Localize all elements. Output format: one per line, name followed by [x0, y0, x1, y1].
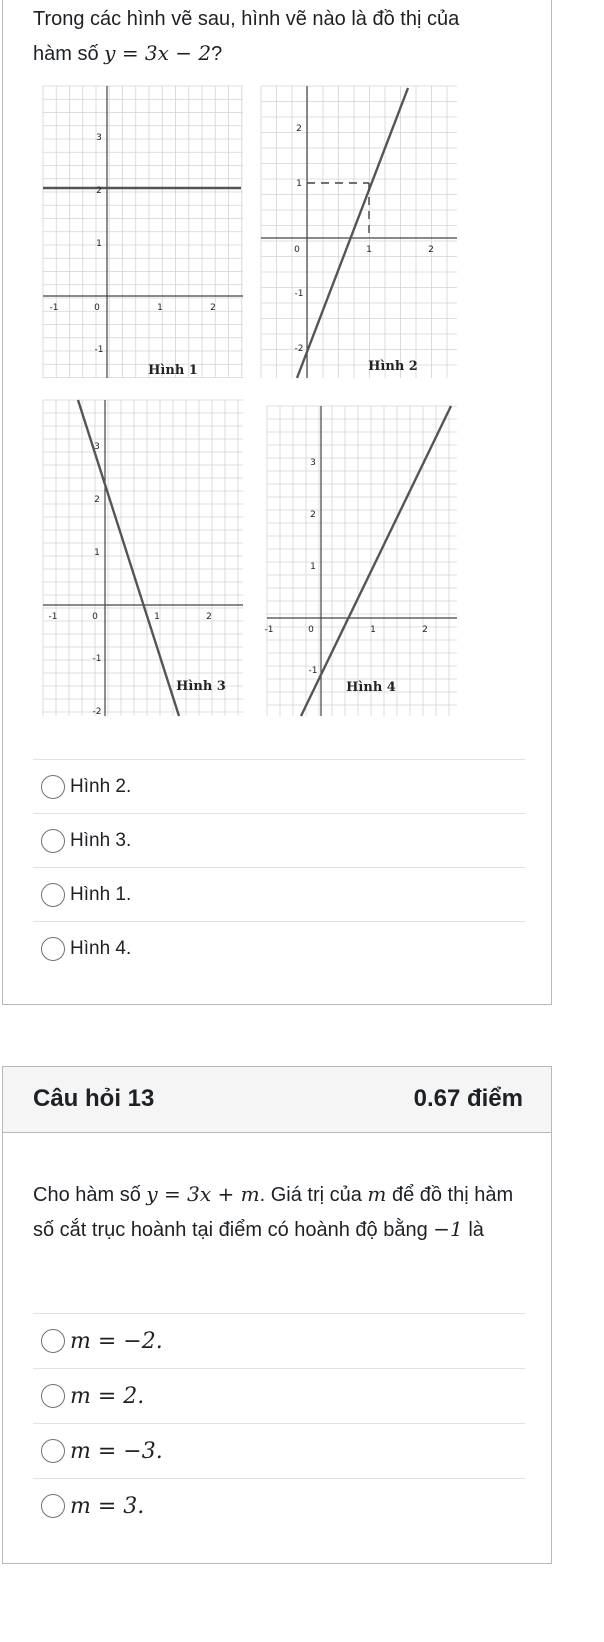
y-tick-label: -2 — [92, 707, 102, 717]
y-tick-label: -1 — [92, 654, 102, 664]
question-points: 0.67 điểm — [413, 1085, 523, 1112]
y-tick-label: 3 — [96, 133, 102, 143]
question-13-math-function: y = 3x + m — [146, 1182, 260, 1206]
x-tick-label: 2 — [422, 625, 428, 635]
radio-button[interactable] — [41, 829, 65, 853]
option-label: Hình 3. — [70, 829, 132, 851]
option-m-minus-3[interactable] — [33, 1423, 525, 1478]
question-number: Câu hỏi 13 — [33, 1085, 155, 1112]
radio-button[interactable] — [41, 1494, 65, 1518]
y-tick-label: -1 — [294, 289, 304, 299]
y-tick-label: 1 — [94, 548, 100, 558]
graph-figure-3 — [43, 400, 243, 716]
y-tick-label: 1 — [96, 239, 102, 249]
x-tick-label: 2 — [210, 303, 216, 313]
option-label: m = 3. — [70, 1493, 145, 1519]
y-tick-label: -1 — [308, 666, 318, 676]
x-tick-label: -1 — [264, 625, 274, 635]
option-label: m = −2. — [70, 1328, 163, 1354]
x-tick-label: 1 — [366, 245, 372, 255]
radio-button[interactable] — [41, 1329, 65, 1353]
x-tick-label: 1 — [154, 612, 160, 622]
radio-button[interactable] — [41, 1384, 65, 1408]
y-tick-label: 3 — [310, 458, 316, 468]
question-12-prompt-end: ? — [211, 43, 223, 65]
y-tick-label: -2 — [294, 344, 304, 354]
question-13-card — [2, 1066, 552, 1564]
question-12-prompt-line2: hàm số — [33, 43, 105, 65]
question-12-math: y = 3x − 2 — [104, 41, 212, 65]
question-13-math-value: −1 — [433, 1217, 463, 1241]
question-13-header — [3, 1067, 551, 1133]
x-tick-label: 0 — [294, 245, 300, 255]
y-tick-label: 3 — [94, 442, 100, 452]
function-line — [301, 406, 451, 716]
graph-figure-4 — [264, 406, 457, 716]
x-tick-label: -1 — [48, 612, 58, 622]
graph-figure-1 — [43, 86, 243, 378]
question-13-prompt-part4: là — [462, 1219, 484, 1241]
radio-button[interactable] — [41, 883, 65, 907]
question-13-text — [33, 1177, 523, 1247]
option-hinh-1[interactable] — [33, 867, 525, 921]
radio-button[interactable] — [41, 1439, 65, 1463]
y-tick-label: 1 — [310, 562, 316, 572]
y-tick-label: 1 — [296, 179, 302, 189]
figure-caption: Hình 2 — [368, 359, 418, 374]
option-hinh-3[interactable] — [33, 813, 525, 867]
question-12-prompt-line1: Trong các hình vẽ sau, hình vẽ nào là đồ thị của — [33, 8, 460, 30]
option-m-2[interactable] — [33, 1368, 525, 1423]
option-hinh-2[interactable] — [33, 759, 525, 813]
radio-button[interactable] — [41, 775, 65, 799]
graph-figure-2 — [261, 86, 457, 378]
option-m-minus-2[interactable] — [33, 1313, 525, 1368]
y-tick-label: 2 — [296, 124, 302, 134]
question-13-prompt-part1: Cho hàm số — [33, 1184, 147, 1206]
question-12-card — [2, 0, 552, 1005]
y-tick-label: 2 — [96, 186, 102, 196]
graph-figures — [3, 0, 553, 728]
y-tick-label: -1 — [94, 345, 104, 355]
x-tick-label: 1 — [157, 303, 163, 313]
option-hinh-4[interactable] — [33, 921, 525, 975]
x-tick-label: 0 — [94, 303, 100, 313]
y-tick-label: 2 — [94, 495, 100, 505]
question-13-prompt-part3: để đồ thị hàm số cắt trục hoành tại điểm có hoành độ bằng — [33, 1184, 514, 1241]
question-13-math-m: m — [367, 1182, 387, 1206]
figure-caption: Hình 4 — [346, 680, 396, 695]
y-tick-label: 2 — [310, 510, 316, 520]
x-tick-label: 0 — [308, 625, 314, 635]
x-tick-label: 1 — [370, 625, 376, 635]
x-tick-label: -1 — [49, 303, 59, 313]
x-tick-label: 2 — [206, 612, 212, 622]
figure-caption: Hình 1 — [148, 363, 198, 378]
option-label: Hình 2. — [70, 775, 132, 797]
option-label: Hình 1. — [70, 883, 132, 905]
question-13-prompt-part2: . Giá trị của — [259, 1184, 368, 1206]
x-tick-label: 0 — [92, 612, 98, 622]
question-13-options — [33, 1313, 525, 1533]
option-label: m = −3. — [70, 1438, 163, 1464]
figure-caption: Hình 3 — [176, 679, 226, 694]
function-line — [294, 88, 408, 378]
option-label: Hình 4. — [70, 937, 132, 959]
question-12-options — [33, 759, 525, 975]
option-label: m = 2. — [70, 1383, 145, 1409]
option-m-3[interactable] — [33, 1478, 525, 1533]
radio-button[interactable] — [41, 937, 65, 961]
x-tick-label: 2 — [428, 245, 434, 255]
